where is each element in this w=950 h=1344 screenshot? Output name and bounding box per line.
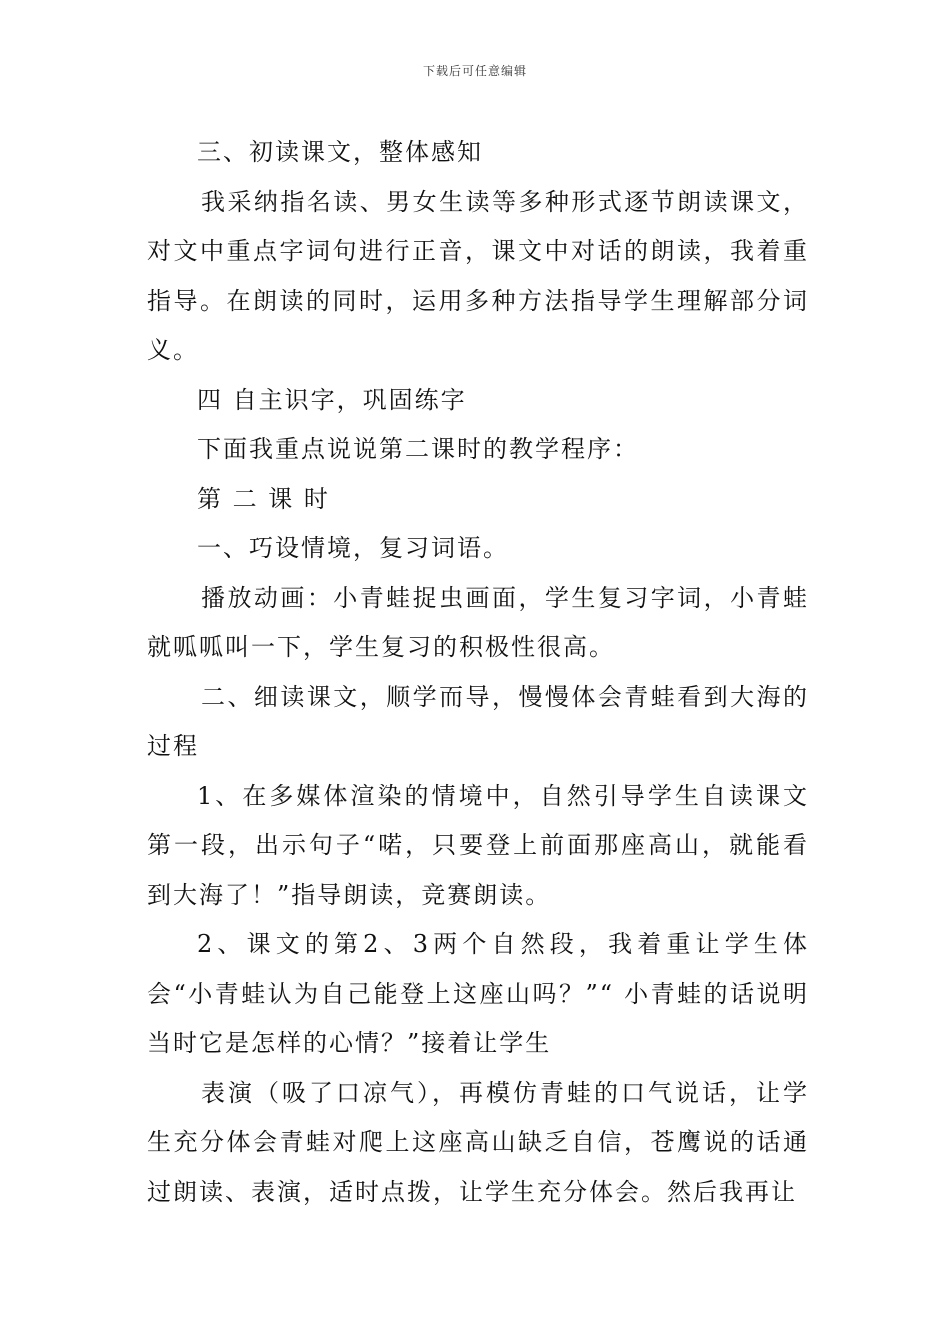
paragraph: 2、课文的第2、3两个自然段，我着重让学生体会“小青蛙认为自己能登上这座山吗？”“ 小青蛙的话说明当时它是怎样的心情？”接着让学生 [147,930,809,1057]
section-heading: 二、细读课文，顺学而导，慢慢体会青蛙看到大海的过程 [147,682,809,760]
paragraph: 表演（吸了口凉气），再模仿青蛙的口气说话，让学生充分体会青蛙对爬上这座高山缺乏自信，苍鹰说的话通过朗读、表演，适时点拨，让学生充分体会。然后我再让 [147,1078,809,1206]
section-heading: 三、初读课文，整体感知 [197,138,483,166]
section-heading: 第 二 课 时 [197,484,330,513]
section-heading: 一、巧设情境，复习词语。 [197,534,509,562]
paragraph: 1、在多媒体渲染的情境中，自然引导学生自读课文第一段，出示句子“喏，只要登上前面那座高山，就能看到大海了！”指导朗读，竞赛朗读。 [147,781,809,909]
paragraph: 播放动画：小青蛙捉虫画面，学生复习字词，小青蛙就呱呱叫一下，学生复习的积极性很高。 [147,583,809,661]
document-body [147,128,809,1217]
page-header: 下载后可任意编辑 [422,64,527,78]
paragraph: 下面我重点说说第二课时的教学程序： [197,435,639,463]
section-heading: 四 自主识字，巩固练字 [197,385,467,414]
paragraph: 我采纳指名读、男女生读等多种形式逐节朗读课文，对文中重点字词句进行正音，课文中对话的朗读，我着重指导。在朗读的同时，运用多种方法指导学生理解部分词义。 [147,187,809,364]
